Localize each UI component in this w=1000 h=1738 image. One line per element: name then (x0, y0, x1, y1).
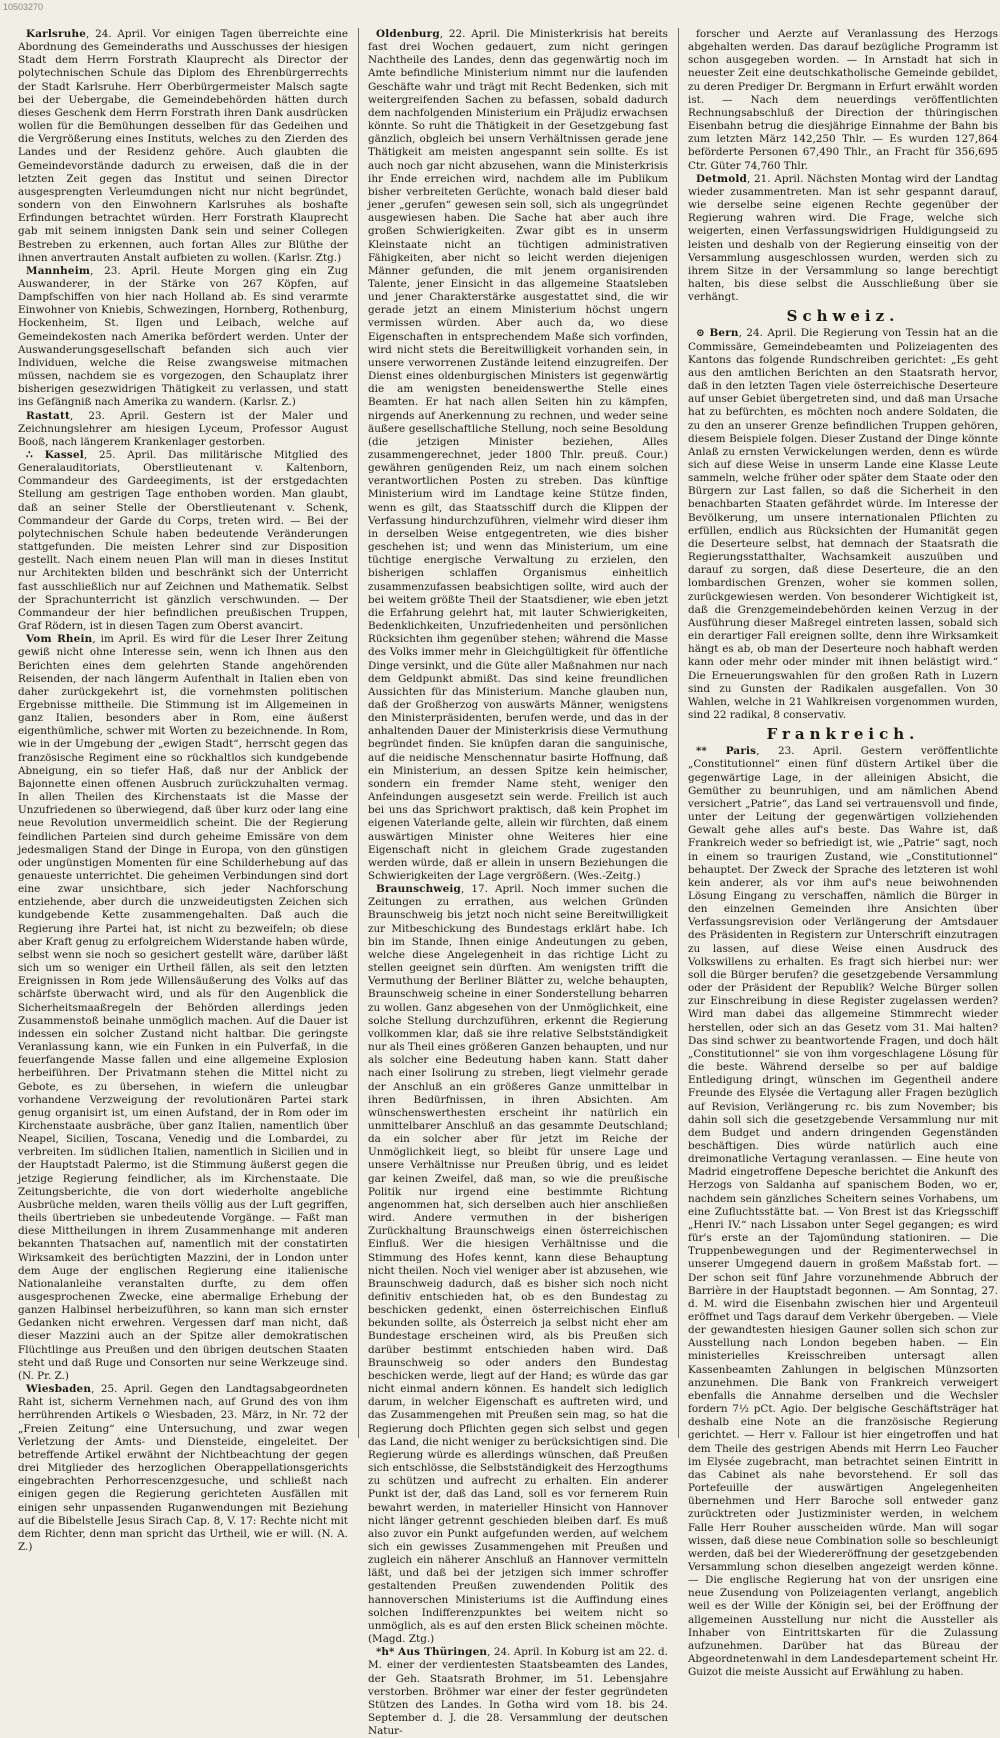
article (368, 28, 668, 883)
article-place: Vom Rhein (26, 633, 93, 646)
article (18, 449, 348, 633)
article-place: Kassel (44, 449, 84, 461)
article (688, 327, 998, 722)
article-place: Bern (709, 327, 739, 340)
article-source: (N. Pr. Z.) (18, 1369, 69, 1382)
article (18, 28, 348, 265)
article (18, 410, 348, 449)
article-place: Karlsruhe (26, 28, 87, 40)
article-text: , 24. April. In Koburg ist am 22. d. M. einer der verdientesten Staatsbeamten des Landes, der Geh. Staatsrath Brohmer, im 51. Lebensjahre verstorben. Bröhmer war einer der fester gegründeten Stützen des Landes. In Gotha wird vom 18. bis 24. September d. J. die 28. Versammlung der deutschen Natur- (368, 1646, 668, 1738)
article-text: , 24. April. Vor einigen Tagen überreichte eine Abordnung des Gemeinderaths und Ausschusses der hiesigen Stadt dem Herrn Forstrath Klauprecht als Director der polytechnischen Schule das Diplom des Ehrenbürgerrechts der Stadt Karlsruhe. Herr Oberbürgermeister Malsch sagte bei der Uebergabe, die Gemeindebehörden hätten durch dieses Geschenk dem Herrn Forstrath ihren Dank ausdrücken wollen für die Bemühungen desselben für das Gedeihen und die Vergrößerung eines Instituts, welches zu den Zierden des Landes und der Residenz gehöre. Auch glaubten die Gemeindevorstände dadurch zu erweisen, daß die in der letzten Zeit gegen das Institut und seinen Director ausgesprengten Verleumdungen nicht nur nicht begründet, sondern von den Einwohnern Karlsruhes als boshafte Erfindungen betrachtet würden. Herr Forstrath Klauprecht gab mit seinem innigsten Dank sein und seiner Collegen Bestreben zu erkennen, auch fortan Alles zur Blüthe der ihnen anvertrauten Anstalt aufbieten zu wollen. (18, 28, 348, 264)
article-text: , im April. Es wird für die Leser Ihrer Zeitung gewiß nicht ohne Interesse sein, wenn ich Ihnen aus den Berichten eines dem gelehrten Stande angehörenden Reisenden, der nach längerm Aufenthalt in Italien eben von daher zurückgekehrt ist, die vornehmsten politischen Ergebnisse mittheile. Die Stimmung ist im Allgemeinen in ganz Italien, besonders aber in Rom, eine äußerst eigenthümliche, schwer mit Worten zu bezeichnende. In Rom, wie in der Umgebung der „ewigen Stadt“, herrscht gegen das französische Regiment eine so rückhaltlos sich kundgebende Abneigung, ein so tiefer Haß, daß nur der Anblick der Bajonnette einen offenen Ausbruch zurückzuhalten vermag. In allen Theilen des Kirchenstaats ist die Masse der Unzufriedenen so überwiegend, daß über kurz oder lang eine neue Revolution unvermeidlich scheint. Die der Regierung feindlichen Parteien sind durch geheime Emissäre von dem jedesmaligen Stand der Dinge in Europa, von den günstigen oder ungünstigen Momenten für eine Schilderhebung auf das genaueste unterrichtet. Die geheimen Verbindungen sind dort eine zwar unsichtbare, sich jeder Nachforschung entziehende, aber durch die unzweideutigsten Zeichen sich kundgebende Kette zusammengehalten. Daß auch die Regierung ihre Partei hat, ist nicht zu bezweifeln; ob diese aber Kraft genug zu erfolgreichem Widerstande haben würde, selbst wenn sie noch so gesichert gestellt wäre, darüber läßt sich um so weniger ein Urtheil fällen, als seit den letzten Ereignissen in Rom jede Willensäußerung des Volks auf das schärfste überwacht wird, und als für den Augenblick die Sicherheitsmaaßregeln der Behörden allerdings jeden Zusammenstoß beinahe unmöglich machen. Auf die Dauer ist indessen ein solcher Zustand nicht haltbar. Die geringste Veranlassung kann, wie ein Funken in ein Pulverfaß, in die feuerfangende Masse fallen und eine allgemeine Explosion herbeiführen. Der Privatmann stehen die Mittel nicht zu Gebote, es zu übersehen, in wiefern die unleugbar vorhandene Verzweigung der revolutionären Partei stark genug organisirt ist, um einen Aufstand, der in Rom oder im Kirchenstaate ausbräche, über ganz Italien, namentlich über Neapel, Sicilien, Toscana, Venedig und die Lombardei, zu verbreiten. Im südlichen Italien, namentlich in Sicilien und in der Hauptstadt Palermo, ist die Stimmung äußerst gegen die jetzige Regierung feindlicher, als im Kirchenstaate. Die Zeitungsberichte, die von dort wiederholte angebliche Ausbrüche melden, waren theils völlig aus der Luft gegriffen, theils übertrieben sie unbedeutende Vorgänge. — Faßt man diese Mittheilungen in ihrem Zusammenhange mit anderen bekannten Thatsachen auf, namentlich mit der constatirten Wirksamkeit des berüchtigten Mazzini, der in London unter dem Auge der englischen Regierung eine italienische Nationalanleihe veranstalten durfte, zu dem offen ausgesprochenen Zwecke, eine abermalige Erhebung der ganzen Halbinsel herbeizuführen, so kann man sich ernster Gedanken nicht erwehren. Vergessen darf man nicht, daß dieser Mazzini auch an der Spitze aller demokratischen Flüchtlinge aus Preußen und den übrigen deutschen Staaten steht und daß Ruge und Consorten nur seine Werkzeuge sind. (18, 633, 348, 1369)
column-rule-1 (358, 28, 359, 1438)
article (368, 883, 668, 1646)
article-marker: ** (696, 745, 726, 758)
article (688, 745, 998, 1679)
article-place: Rastatt (26, 409, 70, 422)
article-marker: ∴ (26, 449, 45, 461)
article-source: (Wes.-Zeitg.) (570, 870, 641, 882)
article-source: (Karlsr. Z.) (236, 396, 296, 409)
article-place: Aus Thüringen (398, 1646, 488, 1659)
section-heading: Schweiz. (786, 307, 900, 326)
column-2 (368, 28, 668, 1738)
article-place: Oldenburg (376, 28, 440, 40)
article-source: (Karlsr. Ztg.) (270, 251, 342, 264)
article-place: Mannheim (26, 264, 91, 277)
article-text: , 22. April. Die Ministerkrisis hat bereits fast drei Wochen gedauert, zum nicht geringen Nachtheile des Landes, denn das gegenwärtig noch im Amte befindliche Ministerium nimmt nur die laufenden Geschäfte wahr und trägt mit Recht Bedenken, sich mit weitergreifenden Sachen zu befassen, sobald dadurch dem nachfolgenden Ministerium ein Präjudiz erwachsen könnte. So ruht die Thätigkeit in der Gesetzgebung fast gänzlich, obgleich bei unsern Verhältnissen gerade jene Thätigkeit am meisten angespannt sein sollte. Es ist auch noch gar nicht abzusehen, wann die Ministerkrisis ihr Ende erreichen wird, nachdem alle im Publikum bisher verbreiteten Gerüchte, wonach bald dieser bald jener „gerufen“ gewesen sein soll, sich als ungegründet ausgewiesen haben. Die Sache hat aber auch ihre großen Schwierigkeiten. Zwar gibt es in unserm Kleinstaate nicht an tüchtigen administrativen Fähigkeiten, aber nicht so leicht werden diejenigen Männer gefunden, die mit jenem organisirenden Talente, jener Einsicht in das allgemeine Staatsleben und jener Charakterstärke ausgestattet sind, die wir gerade jetzt an einem Ministerium höchst ungern vermissen würden. Aber auch da, wo diese Eigenschaften in entsprechendem Maße sich vorfinden, wird nicht stets die Bereitwilligkeit vorhanden sein, in unsere verworrenen Zustände leitend einzugreifen. Der Dienst eines oldenburgischen Ministers ist gegenwärtig die am wenigsten beneidenswerthe Stelle eines Beamten. Er hat nach allen Seiten hin zu kämpfen, nirgends auf Anerkennung zu rechnen, und weder seine äußere gesellschaftliche Stellung, noch seine Besoldung (die jetzigen Minister beziehen, Alles zusammengerechnet, jeder 1800 Thlr. preuß. Cour.) gewähren genügenden Reiz, um nach einem solchen verantwortlichen Posten zu streben. Das künftige Ministerium wird im Landtage keine Stütze finden, wenn es gilt, das Staatsschiff durch die Klippen der Verfassung hindurchzuführen, vielmehr wird dieser ihm in derselben Weise entgegentreten, wie dies bisher geschehen ist; und wenn das Ministerium, um eine tüchtige energische Verwaltung zu erzielen, den bisherigen schlaffen Organismus einheitlich zusammenzufassen beabsichtigen sollte, wird auch der bei weitem größte Theil der Staatsdiener, wie eben jetzt die Erfahrung gelehrt hat, mit lauter Schwierigkeiten, Bedenklichkeiten, Unzufriedenheiten und persönlichen Rücksichten ihm gegenüber stehen; während die Masse des Volks immer mehr in Gleichgültigkeit für öffentliche Dinge versinkt, und die Güte aller Maßnahmen nur nach dem Geldpunkt abmißt. Das sind keine freundlichen Aussichten für das Ministerium. Manche glauben nun, daß der Großherzog von auswärts Männer, wenigstens den Ministerpräsidenten, berufen werde, und das in der anhaltenden Dauer der Ministerkrisis diese Vermuthung begründet finden. Sie knüpfen daran die sanguinische, auf die neidische Menschennatur basirte Hoffnung, daß ein Ministerium, an dessen Spitze kein heimischer, sondern ein fremder Name steht, weniger den Anfeindungen ausgesetzt sein werde. Freilich ist auch bei uns das Sprichwort praktisch, daß kein Prophet im eigenen Vaterlande gelte, allein wir fürchten, daß einem auswärtigen Minister ohne Weiteres hier eine Eigenschaft nicht in gleichem Grade zugestanden werden würde, daß er allein in unsern Beziehungen die Schwierigkeiten der Lage vergrößern. (368, 28, 668, 882)
article-marker: *h* (376, 1646, 399, 1659)
column-3 (688, 28, 998, 1679)
article-text: , 23. April. Heute Morgen ging ein Zug Auswanderer, in der Stärke von 267 Köpfen, auf Dampfschiffen von hier nach Holland ab. Es sind verarmte Einwohner von Kniebis, Schwezingen, Hornberg, Rothenburg, Hockenheim, St. Ilgen und Leibach, welche auf Gemeindekosten nach Amerika befördert werden. Unter der Auswanderungsgesellschaft befanden sich auch vier Individuen, welche die Reise zwangsweise mitmachen müssen, nachdem sie es vorgezogen, den Schauplatz ihrer bisherigen gesezwidrigen Thätigkeit zu verlassen, und statt ins Gefängniß nach Amerika zu wandern. (18, 264, 348, 409)
article-text: , 17. April. Noch immer suchen die Zeitungen zu errathen, aus welchen Gründen Braunschweig bis jetzt noch nicht seine Bereitwilligkeit zur Mitbeschickung des Bundestags erklärt habe. Ich bin im Stande, Ihnen einige Andeutungen zu geben, welche diese Angelegenheit in das richtige Licht zu stellen geeignet sein dürften. Am wenigsten trifft die Vermuthung der Berliner Blätter zu, welche behaupten, Braunschweig scheine in einer Sonderstellung beharren zu wollen. Ganz abgesehen von der Unmöglichkeit, eine solche Stellung durchzuführen, erkennt die Regierung vollkommen klar, daß sie ihre relative Selbstständigkeit nur als Theil eines größeren Ganzen behaupten, und nur als solcher eine Bedeutung haben kann. Statt daher nach einer Isolirung zu streben, liegt vielmehr gerade der Anschluß an ein größeres Ganze unmittelbar in ihren Bedürfnissen, in ihren Absichten. Am wünschenswerthesten erscheint ihr natürlich ein unmittelbarer Anschluß an das gesammte Deutschland; da ein solcher aber für jetzt im Reiche der Unmöglichkeit liegt, so bleibt für unsere Lage und unsere Verhältnisse nur Preußen übrig, und es leidet gar keinen Zweifel, daß man, so wie die preußische Politik nur irgend eine bestimmte Richtung angenommen hat, sich derselben auch hier anschließen wird. Andere vermuthen in der bisherigen Zurückhaltung Braunschweigs einen österreichischen Einfluß. Wer die hiesigen Verhältnisse und die Stimmung des Hofes kennt, kann diese Behauptung nicht theilen. Noch viel weniger aber ist abzusehen, wie Braunschweig dadurch, daß es bisher sich noch nicht definitiv entschieden hat, ob es den Bundestag zu beschicken gedenkt, einen österreichischen Einfluß bekunden sollte, als Österreich ja selbst nicht eher am Bundestage erscheinen wird, als bis Preußen sich darüber bestimmt entschieden haben wird. Daß Braunschweig so oder anders den Bundestag beschicken werde, liegt auf der Hand; es würde das gar nicht einmal andern können. Es handelt sich lediglich darum, in welcher Eigenschaft es auftreten wird, und das Zusammengehen mit Preußen sein mag, so hat die Regierung doch Pflichten gegen sich selbst und gegen das Land, die nicht weniger zu berücksichtigen sind. Die Regierung würde es allerdings wünschen, daß Preußen sich entschlösse, die Selbstständigkeit des Herzogthums zu schützen und aufrecht zu erhalten. Ein anderer Punkt ist der, daß das Land, soll es vor fernerem Ruin bewahrt werden, in materieller Hinsicht von Hannover nicht länger getrennt geschieden bleiben darf. Es muß also zuvor ein Punkt aufgefunden werden, auf welchem sich ein gewisses Zusammengehen mit Preußen und zugleich ein näherer Anschluß an Hannover vermitteln läßt, und daß bei der jetzigen sich immer schroffer gestaltenden Preußen zuwendenden Politik des hannoverschen Ministeriums ist die Auffindung eines solchen Indifferenzpunktes bei weitem nicht so unmöglich, als es auf den ersten Blick scheinen möchte. (368, 883, 668, 1632)
section-heading: Frankreich. (766, 725, 920, 744)
article (688, 173, 998, 305)
article (688, 28, 998, 173)
article-source: (Magd. Ztg.) (368, 1633, 435, 1646)
article-place: Braunschweig (376, 883, 461, 896)
article-place: Detmold (696, 172, 747, 185)
article-text: , 25. April. Gegen den Landtagsabgeordneten Raht ist, sicherm Vernehmen nach, auf Grund des von ihm herrührenden Artikels ⊙ Wiesbaden, 23. März, in Nr. 72 der „Freien Zeitung“ eine Untersuchung, und zwar wegen Verletzung der Amts- und Diensteide, eingeleitet. Der betreffende Artikel erwähnt der Nichtbeachtung der gegen drei Mitglieder des herzoglichen Oberappellationsgerichts eingebrachten Perhorrescenzgesuche, und schließt nach einigen gegen die Regierung gerichteten Ausfällen mit einigen sehr unpassenden Ruganwendungen mit Beziehung auf die Bibelstelle Jesus Sirach Cap. 8, V. 17: Rechte nicht mit dem Richter, denn man spricht das Urtheil, wie er will. (18, 1383, 348, 1540)
article-text: , 24. April. Die Regierung von Tessin hat an die Commissäre, Gemeindebeamten und Polizeiagenten des Kantons das folgende Rundschreiben gerichtet: „Es geht aus den amtlichen Berichten an den Staatsrath hervor, daß in den letzten Tagen viele österreichische Deserteure auf unser Gebiet übergetreten sind, und daß man Ursache hat zu befürchten, es möchten noch andere Soldaten, die zu den an unserer Grenze befindlichen Truppen gehören, diesem Beispiele folgen. Dieser Zustand der Dinge könnte Anlaß zu ernsten Verwickelungen werden, denn es würde sich auf diese Weise in unserm Lande eine Klasse Leute sammeln, welche früher oder später dem Staate oder den Bürgern zur Last fallen, so daß die Sicherheit in den benachbarten Staaten gefährdet würde. Im Interesse der Bevölkerung, um unsere internationalen Pflichten zu erfüllen, endlich aus Rücksichten der Humanität gegen die Deserteure selbst, hat demnach der Staatsrath die Regierungsstatthalter, Wachsamkeit auszuüben und darauf zu sorgen, daß diese Deserteure, die an den lombardischen Grenzen, woher sie kommen sollen, zurückgewiesen werden. Von besonderer Wichtigkeit ist, daß die Grenzgemeindebehörden keinen Verzug in der Ausführung dieser Maßregel eintreten lassen, sobald sich ein derartiger Fall ereignen sollte, denn ihre Wirksamkeit hängt es ab, ob man der Deserteure noch habhaft werden kann oder mehr oder minder mit ihnen belästigt wird.“ Die Erneuerungswahlen für den großen Rath in Luzern sind zu Gunsten der Radikalen ausgefallen. Von 30 Wahlen, welche in 21 Wahlkreisen vorgenommen wurden, sind 22 radikal, 8 conservativ. (688, 327, 998, 721)
article-text: , 23. April. Gestern ist der Maler und Zeichnungslehrer am hiesigen Lyceum, Professor August Booß, nach längerem Krankenlager gestorben. (18, 409, 348, 448)
article (18, 1383, 348, 1554)
article-marker: ⊙ (696, 327, 710, 340)
article-place: Paris (725, 745, 757, 758)
column-rule-2 (678, 28, 679, 1438)
article (18, 265, 348, 410)
article (18, 633, 348, 1383)
article-text: , 25. April. Das militärische Mitglied des Generalauditoriats, Oberstlieutenant v. Kaltenborn, Commandeur des Gardeegiments, ist der erstgedachten Stellung am gestrigen Tage enthoben worden. Man glaubt, daß an seiner Stelle der Oberstlieutenant v. Schenk, Commandeur der Garde du Corps, treten wird. — Bei der polytechnischen Schule haben bedeutende Veränderungen stattgefunden. Die meisten Lehrer sind zur Disposition gestellt. Nach einem neuen Plan will man in dieses Institut nur Architekten bilden und beschränkt sich der Unterricht fast ausschließlich nur auf Zeichnen und Mathematik. Selbst der Sprachunterricht ist gänzlich verschwunden. — Der Commandeur der hier befindlichen preußischen Truppen, Graf Rödern, ist in diesen Tagen zum Oberst avancirt. (18, 449, 349, 633)
article-place: Wiesbaden (26, 1383, 92, 1396)
article (368, 1646, 668, 1738)
article-text: forscher und Aerzte auf Veranlassung des Herzogs abgehalten werden. Das darauf bezügliche Programm ist schon ausgegeben worden. — In Arnstadt hat sich in neuester Zeit eine deutschkatholische Gemeinde gebildet, zu deren Prediger Dr. Bergmann in Erfurt erwählt worden ist. — Nach dem neuerdings veröffentlichten Rechnungsabschluß der Direction der thüringischen Eisenbahn betrug die diesjährige Einnahme der Bahn bis zum letzten März 142,250 Thlr. — Es wurden 127,864 beförderte Personen 67,490 Thlr., an Fracht für 356,695 Ctr. Güter 74,760 Thlr. (688, 28, 998, 172)
column-1 (18, 28, 349, 1553)
article-text: , 23. April. Gestern veröffentlichte „Constitutionnel“ einen fünf düstern Artikel über die gegenwärtige Lage, in der alleinigen Absicht, die Gemüther zu beunruhigen, und am nämlichen Abend versichert „Patrie“, das Land sei vertrauensvoll und finde, unter der Leitung der gegenwärtigen vollziehenden Gewalt gehe alles auf's beste. Das Wahre ist, daß Frankreich weder so befriedigt ist, wie „Patrie“ sagt, noch in einem so traurigen Zustand, wie „Constitutionnel“ behauptet. Der Zweck der Sprache des letzteren ist wohl kein anderer, als vor ihm auf's neue beiwohnenden Lösung Eingang zu verschaffen, nämlich die Bürger in den einzelnen Gemeinden ihre Ansichten über Verfassungsrevision oder Verlängerung der Amtsdauer des Präsidenten in Registern zur Unterschrift einzutragen zu lassen, auf diese Weise einen Ausdruck des Volkswillens zu erhalten. Es fragt sich hierbei nur: wer soll die Bürger berufen? die gesetzgebende Versammlung oder der Präsident der Republik? Welche Bürger sollen zur Einschreibung in diese Register zugelassen werden? Wird man dabei das allgemeine Stimmrecht wieder herstellen, oder sich an das Gesetz vom 31. Mai halten? Das sind schwer zu beantwortende Fragen, und doch hält „Constitutionnel“ sie von ihm vorgeschlagene Lösung für die beste. Während derselbe so per auf baldige Entledigung dringt, wünschen im Gegentheil andere Freunde des Elysée die Vertagung aller Fragen bezüglich auf Revision, Verlängerung rc. bis zum November; bis dahin soll sich die gesetzgebende Versammlung nur mit dem Budget und andern dringenden Gegenständen beschäftigen. Dies würde natürlich auch eine dreimonatliche Vertagung veranlassen. — Eine heute von Madrid eingetroffene Depesche berichtet die Ankunft des Herzogs von Saldanha auf spanischem Boden, wo er, nachdem sein gänzliches Scheitern seines Vorhabens, um eine Zufluchtsstätte bat. — Von Brest ist das Kriegsschiff „Henri IV.“ nach Lissabon unter Segel gegangen; es wird für's erste an der Tajomündung stationiren. — Die Truppenbewegungen und der Regimenterwechsel in unserer Umgegend dauern in großem Maßstab fort. — Der schon seit fünf Jahre vorzunehmende Abbruch der Barrière in der Hauptstadt begonnen. — Am Sonntag, 27. d. M. wird die Eisenbahn zwischen hier und Argenteuil eröffnet und Tags darauf dem Verkehr übergeben. — Viele der gewandtesten hiesigen Gauner sollen sich schon zur Ausstellung nach London begeben haben. — Ein ministerielles Kreisschreiben untersagt allen Kassenbeamten Zahlungen in belgischen Münzsorten anzunehmen. Die Bank von Frankreich verweigert ebenfalls die Annahme derselben und die Wechsler fordern 7½ pCt. Agio. Der belgische Geschäftsträger hat deshalb eine Note an die französische Regierung gerichtet. — Herr v. Fallour ist hier eingetroffen und hat dem Theile des gestrigen Abends mit Herrn Leo Faucher im Elysée zugebracht, man betrachtet seinen Eintritt in das Cabinet als nahe bevorstehend. Er soll das Portefeuille der auswärtigen Angelegenheiten übernehmen und Herr Baroche soll entweder ganz zurücktreten oder Justizminister werden, in welchem Falle Herr Rouher ausscheiden würde. Man will sogar wissen, daß diese neue Combination solle so beschleunigt werden, daß bei der Wiedereröffnung der gesetzgebenden Versammlung schon dieselben angezeigt werden könne. — Die englische Regierung hat von der unsrigen eine neue Zusendung von Polizeiagenten verlangt, angeblich weil es der Wille der Königin sei, bei der Eröffnung der allgemeinen Ausstellung nur nicht die Aussteller als Inhaber von Eintrittskarten für die Zulassung aufzunehmen. Darüber hat das Büreau der Abgeordnetenwahl in dem Landesdepartement scheint Hr. Guizot die meiste Aussicht auf Erwählung zu haben. (688, 745, 998, 1679)
article-text: , 21. April. Nächsten Montag wird der Landtag wieder zusammentreten. Man ist sehr gespannt darauf, wie derselbe seine eigenen Rechte gegenüber der Regierung wahren wird. Die Frage, welche sich weigerten, einen Verfassungswidrigen Huldigungseid zu leisten und deshalb von der Regierung einseitig von der Versammlung ausgeschlossen wurden, werden sich zu ihrem Sitze in der Versammlung so lange berechtigt halten, bis diese selbst die Ausschließung über sie verhängt. (688, 172, 998, 304)
article-source: (N. A. Z.) (18, 1527, 348, 1553)
page-id: 10503270 (3, 2, 44, 12)
